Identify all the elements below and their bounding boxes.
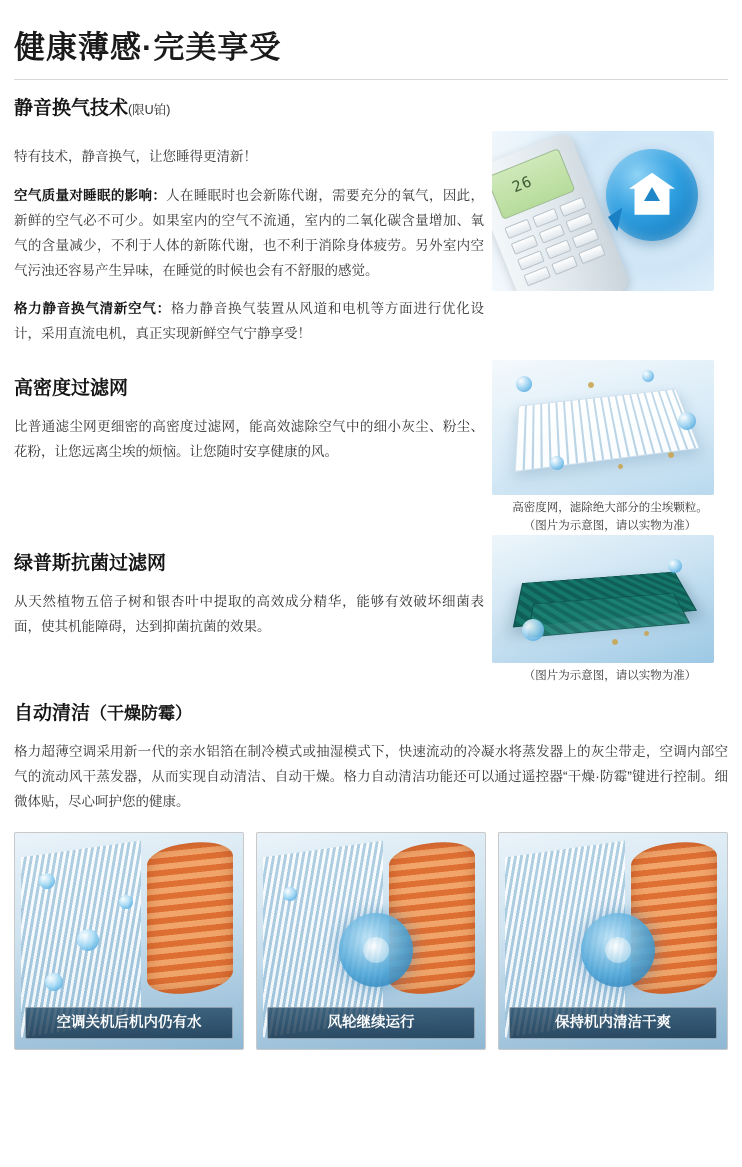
section-text-column [14, 360, 484, 478]
photo-caption: 保持机内清洁干爽 [509, 1007, 717, 1039]
water-droplet-icon [678, 412, 696, 430]
section-title-subnote: (限U铂) [128, 103, 171, 117]
section-antibacterial-filter [0, 535, 742, 685]
section-image-column [484, 535, 728, 685]
photo-caption: 空调关机后机内仍有水 [25, 1007, 233, 1039]
section-ventilation [0, 98, 742, 360]
house-airflow-bubble-icon [606, 149, 698, 241]
remote-control-ventilation-photo [492, 131, 714, 291]
section-body-row [14, 360, 728, 535]
paragraph-lead: 空气质量对睡眠的影响： [14, 187, 167, 203]
image-caption [492, 499, 728, 535]
section-image-column [484, 360, 728, 535]
high-density-filter-photo [492, 360, 714, 495]
section-title: 高密度过滤网 [14, 377, 129, 399]
remote-display-icon: 26 [492, 148, 575, 220]
water-droplet-icon [668, 559, 682, 573]
water-droplet-icon [283, 887, 297, 901]
image-caption-line: （图片为示意图，请以实物为准） [523, 519, 697, 532]
paragraph: 格力静音换气清新空气：格力静音换气装置从风道和电机等方面进行优化设计，采用直流电机，真正实现新鲜空气宁静享受！ [14, 301, 484, 342]
paragraph: 特有技术，静音换气，让您睡得更清新！ [14, 149, 257, 165]
photo-caption: 风轮继续运行 [267, 1007, 475, 1039]
section-text-column [14, 535, 484, 653]
photo-water-remains [14, 832, 244, 1050]
copper-coil-illustration [147, 839, 233, 998]
photo-stays-clean-dry [498, 832, 728, 1050]
antibacterial-filter-photo [492, 535, 714, 663]
paragraph: 比普通滤尘网更细密的高密度过滤网，能高效滤除空气中的细小灰尘、粉尘、花粉，让您远离尘埃的烦恼。让您随时安享健康的风。 [14, 419, 484, 460]
up-arrow-icon [644, 187, 660, 201]
page-title: 健康薄感·完美享受 [14, 30, 282, 65]
water-droplet-icon [39, 873, 55, 889]
section-title [14, 703, 728, 726]
image-caption: （图片为示意图，请以实物为准） [523, 669, 697, 682]
section-image-column [484, 131, 728, 291]
photo-fan-keeps-running [256, 832, 486, 1050]
water-droplet-icon [45, 973, 63, 991]
water-droplet-icon [516, 376, 532, 392]
water-droplet-icon [642, 370, 654, 382]
section-title [14, 98, 728, 121]
paragraph: 空气质量对睡眠的影响：人在睡眠时也会新陈代谢，需要充分的氧气，因此，新鲜的空气必不可少。如果室内的空气不流通，室内的二氧化碳含量增加、氧气的含量减少，不利于人体的新陈代谢，也不利于消除身体疲劳。另外室内空气污浊还容易产生异味，在睡觉的时候也会有不舒服的感觉。 [14, 187, 485, 278]
fan-wheel-icon [581, 913, 655, 987]
dust-particle-icon [588, 382, 594, 388]
paragraph: 从天然植物五倍子树和银杏叶中提取的高效成分精华，能够有效破坏细菌表面，使其机能障碍，达到抑菌抗菌的效果。 [14, 594, 484, 635]
dust-particle-icon [618, 464, 623, 469]
section-body-row [14, 535, 728, 685]
section-high-density-filter [0, 360, 742, 535]
dust-particle-icon [644, 631, 649, 636]
section-title-text: 静音换气技术 [14, 98, 129, 119]
dust-particle-icon [612, 639, 618, 645]
section-title-text: 自动清洁 [14, 702, 91, 724]
image-caption-line: 高密度网，滤除绝大部分的尘埃颗粒。 [512, 501, 708, 514]
water-droplet-icon [550, 456, 564, 470]
auto-clean-photo-strip [0, 832, 742, 1050]
title-divider [14, 79, 728, 80]
fan-wheel-icon [339, 913, 413, 987]
section-text-column [14, 131, 484, 360]
section-title-paren: （干燥防霉） [90, 703, 193, 723]
water-droplet-icon [77, 929, 99, 951]
dust-particle-icon [668, 452, 674, 458]
water-droplet-icon [522, 619, 544, 641]
section-auto-clean [0, 703, 742, 814]
section-title: 绿普斯抗菌过滤网 [14, 552, 167, 574]
filter-mesh-illustration [515, 389, 700, 472]
paragraph: 格力超薄空调采用新一代的亲水铝箔在制冷模式或抽湿模式下，快速流动的冷凝水将蒸发器上的灰尘带走，空调内部空气的流动风干蒸发器，从而实现自动清洁、自动干燥。格力自动清洁功能还可以通过遥控器“干燥·防霉”键进行控制。细微体贴，尽心呵护您的健康。 [14, 744, 728, 810]
water-droplet-icon [119, 895, 133, 909]
paragraph-lead: 格力静音换气清新空气： [14, 301, 171, 317]
section-body-row [14, 131, 728, 360]
